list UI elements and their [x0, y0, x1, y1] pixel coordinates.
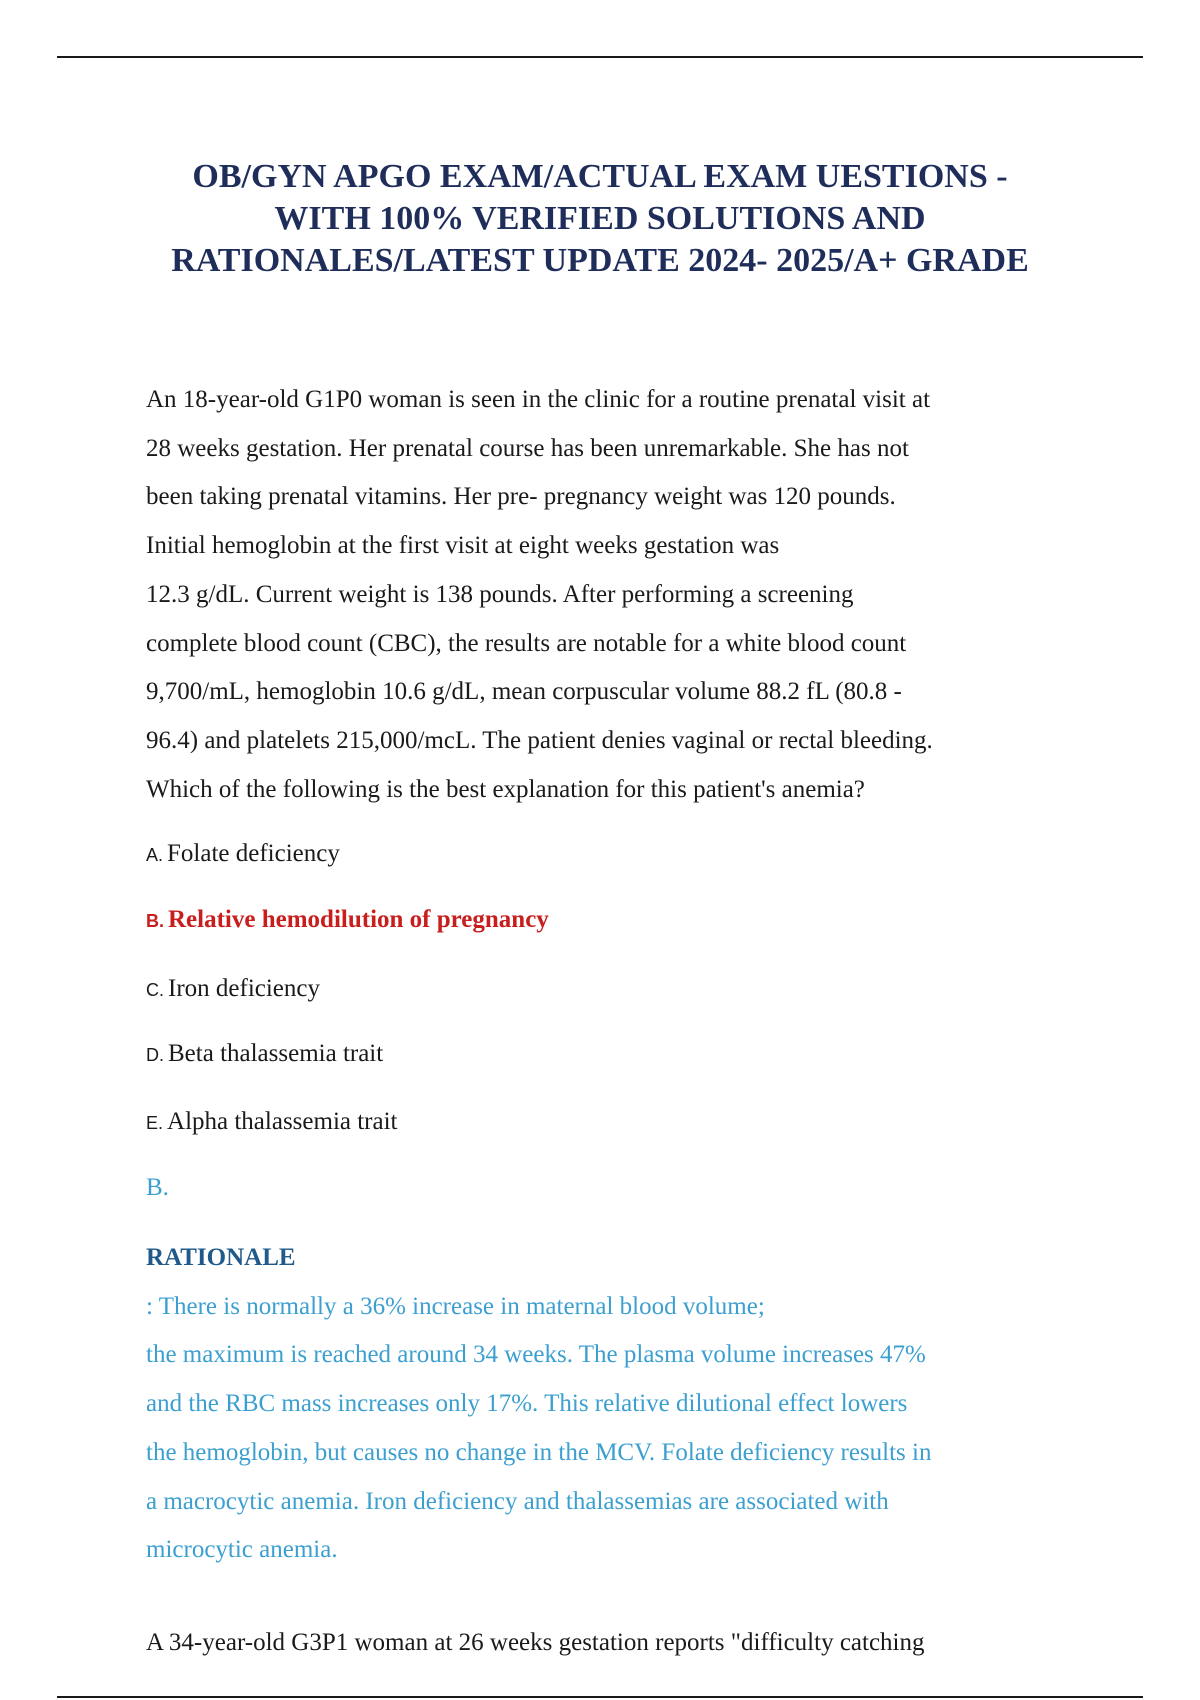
option-letter: C.: [146, 980, 164, 1000]
rationale-line: a macrocytic anemia. Iron deficiency and thalassemias are associated with: [146, 1487, 889, 1515]
option-letter: D.: [146, 1045, 164, 1065]
rationale-line: the maximum is reached around 34 weeks. The plasma volume increases 47%: [146, 1341, 926, 1369]
option-e: [146, 1106, 398, 1139]
question-line: Which of the following is the best explanation for this patient's anemia?: [146, 775, 865, 803]
option-text: Folate deficiency: [167, 840, 340, 867]
option-text: Alpha thalassemia trait: [167, 1108, 398, 1135]
rationale-line: microcytic anemia.: [146, 1536, 338, 1564]
title-line: OB/GYN APGO EXAM/ACTUAL EXAM UESTIONS -: [192, 158, 1008, 195]
option-letter: A.: [146, 845, 164, 865]
rationale-label: RATIONALE: [146, 1244, 296, 1271]
title-line: RATIONALES/LATEST UPDATE 2024- 2025/A+ GRADE: [171, 242, 1029, 279]
rationale-block: [146, 1234, 1066, 1575]
document-title: [100, 156, 1100, 282]
question-line: 9,700/mL, hemoglobin 10.6 g/dL, mean corpuscular volume 88.2 fL (80.8 -: [146, 678, 902, 706]
question-line: been taking prenatal vitamins. Her pre- pregnancy weight was 120 pounds.: [146, 483, 896, 511]
rationale-line: the hemoglobin, but causes no change in the MCV. Folate deficiency results in: [146, 1438, 932, 1466]
option-b-correct: [146, 904, 549, 937]
option-c: [146, 973, 320, 1006]
option-text: Relative hemodilution of pregnancy: [168, 906, 549, 933]
top-divider: [57, 56, 1143, 58]
option-a: [146, 838, 340, 871]
option-text: Iron deficiency: [168, 975, 321, 1002]
answer-key: B.: [146, 1174, 169, 1201]
question-line: 28 weeks gestation. Her prenatal course has been unremarkable. She has not: [146, 434, 909, 462]
title-line: WITH 100% VERIFIED SOLUTIONS AND: [274, 200, 926, 237]
question-line: complete blood count (CBC), the results are notable for a white blood count: [146, 629, 907, 657]
question-line: 12.3 g/dL. Current weight is 138 pounds. After performing a screening: [146, 580, 854, 608]
bottom-divider: [57, 1696, 1143, 1698]
rationale-text: : There is normally a 36% increase in maternal blood volume;: [146, 1292, 765, 1320]
option-letter: B.: [146, 911, 164, 931]
option-text: Beta thalassemia trait: [168, 1040, 384, 1067]
option-letter: E.: [146, 1113, 164, 1133]
option-d: [146, 1038, 383, 1071]
question-line: An 18-year-old G1P0 woman is seen in the clinic for a routine prenatal visit at: [146, 386, 931, 413]
question-line: Initial hemoglobin at the first visit at eight weeks gestation was: [146, 532, 780, 560]
rationale-line: and the RBC mass increases only 17%. This relative dilutional effect lowers: [146, 1390, 908, 1418]
question-line: 96.4) and platelets 215,000/mcL. The patient denies vaginal or rectal bleeding.: [146, 726, 933, 754]
next-question-start: A 34-year-old G3P1 woman at 26 weeks gestation reports "difficulty catching: [146, 1629, 925, 1656]
rationale-first-line: [146, 1234, 1066, 1331]
question-stem: [146, 376, 1066, 814]
